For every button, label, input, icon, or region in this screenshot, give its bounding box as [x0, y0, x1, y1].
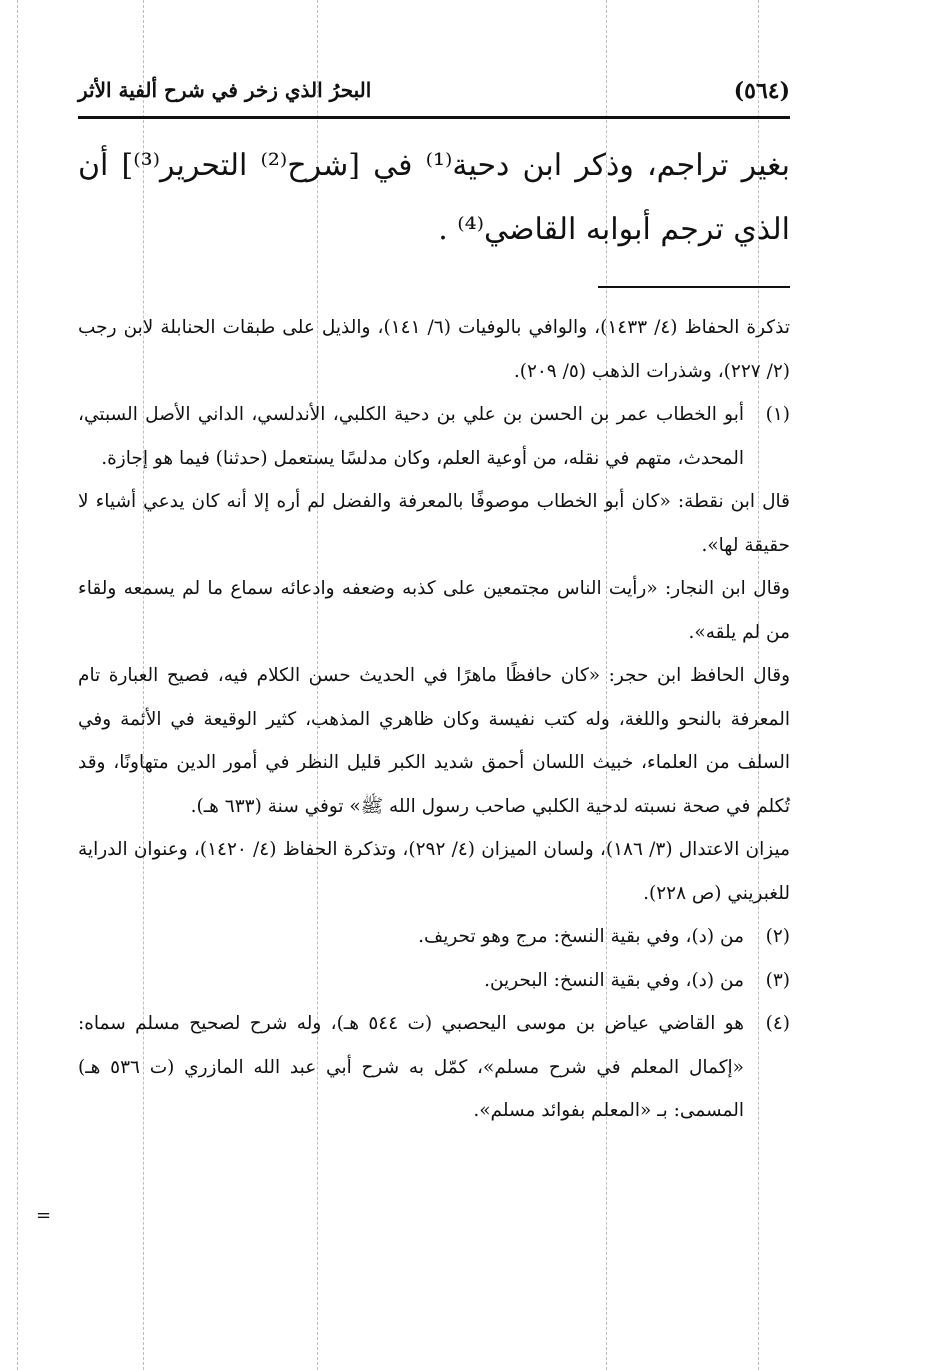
main-paragraph: بغير تراجم، وذكر ابن دحية⁽¹⁾ في [شرح⁽²⁾ التحرير⁽³⁾] أن الذي ترجم أبوابه القاضي⁽⁴⁾ .: [78, 148, 790, 247]
book-title: البحرُ الذي زخر في شرح ألفية الأثر: [78, 78, 372, 102]
margin-mark: =: [36, 1205, 52, 1226]
scan-grid-line: [17, 0, 18, 1370]
footnotes: [78, 306, 790, 1133]
page-number: (٥٦٤): [733, 78, 790, 104]
footnote-text: من (د)، وفي بقية النسخ: مرج وهو تحريف.: [418, 926, 744, 947]
footnote-text: من (د)، وفي بقية النسخ: البحرين.: [484, 969, 744, 991]
footnote-text: أبو الخطاب عمر بن الحسن بن علي بن دحية الكلبي، الأندلسي، الداني الأصل السبتي، المحدث، متهم في نقله، من أوعية العلم، وكان مدلسًا يستعمل (حدثنا) فيما هو إجازة.: [78, 404, 744, 469]
footnote-number: (٣): [765, 969, 790, 991]
page-header: [78, 78, 790, 112]
footnote-number: (٢): [765, 926, 790, 947]
footnote-paragraph: قال ابن نقطة: «كان أبو الخطاب موصوفًا بالمعرفة والفضل لم أره إلا أنه كان يدعي أشياء لا حقيقة لها».: [78, 491, 790, 556]
footnote-paragraph: ميزان الاعتدال (٣/ ١٨٦)، ولسان الميزان (٤/ ٢٩٢)، وتذكرة الحفاظ (٤/ ١٤٢٠)، وعنوان الدراية للغبريني (ص ٢٢٨).: [78, 839, 790, 904]
footnote-2: [78, 915, 790, 959]
footnote-divider: [598, 286, 790, 288]
main-text: [78, 134, 790, 262]
footnote-3: [78, 959, 790, 1003]
footnote-text: هو القاضي عياض بن موسى اليحصبي (ت ٥٤٤ هـ)، وله شرح لصحيح مسلم سماه: «إكمال المعلم في شرح مسلم»، كمّل به شرح أبي عبد الله المازري (ت ٥٣٦ هـ) المسمى: بـ «المعلم بفوائد مسلم».: [78, 1013, 744, 1121]
footnote-1: [78, 393, 790, 480]
footnote-number: (١): [765, 404, 790, 425]
footnote-continuation: تذكرة الحفاظ (٤/ ١٤٣٣)، والوافي بالوفيات (٦/ ١٤١)، والذيل على طبقات الحنابلة لابن رجب (٢/ ٢٢٧)، وشذرات الذهب (٥/ ٢٠٩).: [78, 317, 790, 382]
footnote-paragraph: وقال ابن النجار: «رأيت الناس مجتمعين على كذبه وضعفه وادعائه سماع ما لم يسمعه ولقاء من لم يلقه».: [78, 578, 790, 643]
header-divider: [78, 116, 790, 119]
footnote-paragraph: وقال الحافظ ابن حجر: «كان حافظًا ماهرًا في الحديث حسن الكلام فيه، فصيح العبارة تام المعرفة بالنحو واللغة، وله كتب نفيسة وكان ظاهري المذهب، كثير الوقيعة في الأئمة وفي السلف من العلماء، خبيث اللسان أحمق شديد الكبر قليل النظر في أمور الدين متهاونًا، وقد تُكلم في صحة نسبته لدحية الكلبي صاحب رسول الله ﷺ» توفي سنة (٦٣٣ هـ).: [78, 665, 790, 817]
footnote-number: (٤): [765, 1013, 790, 1034]
footnote-4: [78, 1002, 790, 1133]
